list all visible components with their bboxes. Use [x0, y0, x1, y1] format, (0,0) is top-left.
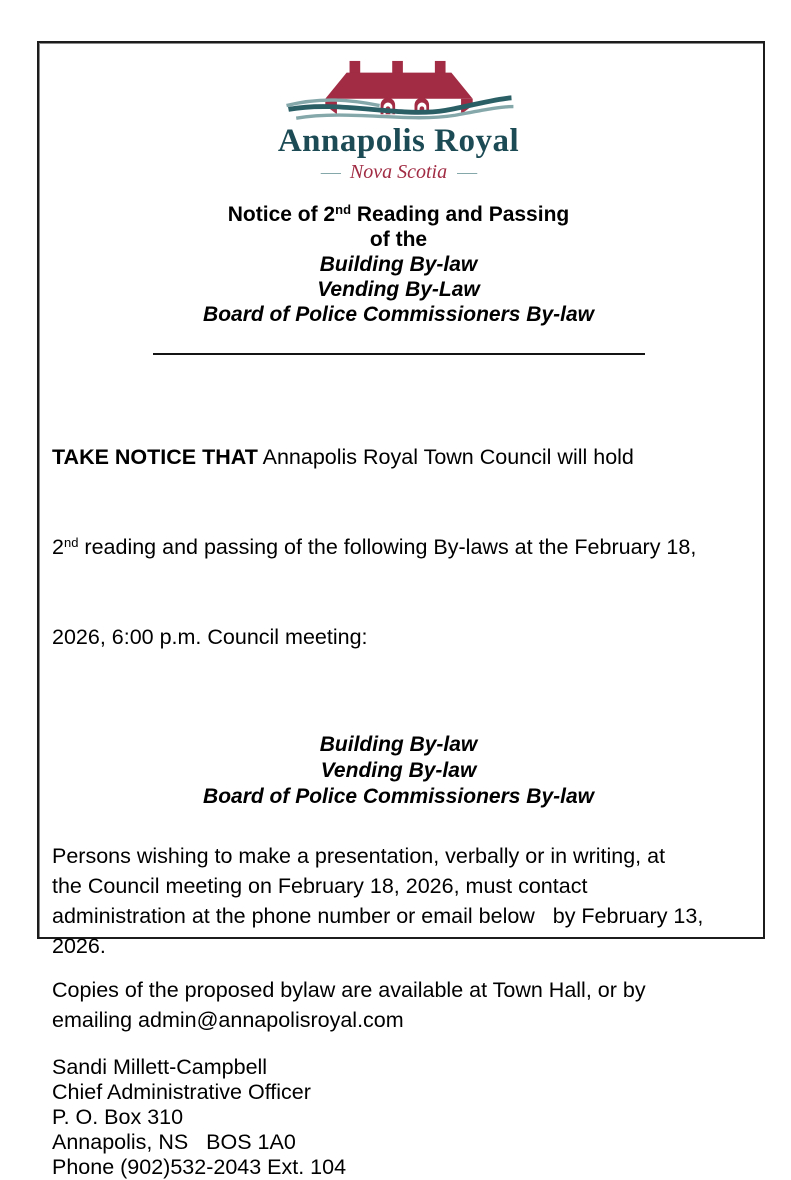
notice-title [52, 202, 745, 327]
notice-title-line2: of the [369, 228, 428, 251]
historic-building-waves-icon [280, 59, 518, 123]
bylaw-item: Board of Police Commissioners By-law [203, 785, 594, 808]
persons-line: administration at the phone number or email below by February 13, [52, 904, 704, 928]
notice-title-line1: Notice of 2nd Reading and Passing [227, 202, 570, 226]
take-notice-paragraph [52, 382, 745, 712]
bylaw-item: Vending By-law [320, 759, 477, 782]
persons-line: the Council meeting on February 18, 2026, must contact [52, 874, 588, 898]
title-bylaw-line: Building By-law [319, 253, 478, 276]
logo-town-name: Annapolis Royal [277, 123, 520, 159]
contact-line: Chief Administrative Officer [52, 1080, 311, 1104]
ordinal-superscript: nd [63, 535, 79, 550]
persons-line: Persons wishing to make a presentation, verbally or in writing, at [52, 844, 666, 868]
contact-line: Annapolis, NS BOS 1A0 [52, 1130, 296, 1154]
notice-box [37, 41, 765, 1179]
take-notice-line2: 2nd reading and passing of the following By-laws at the February 18, [52, 535, 697, 559]
town-logo [52, 59, 745, 184]
copies-line: Copies of the proposed bylaw are available at Town Hall, or by [52, 978, 646, 1002]
contact-line: Phone (902)532-2043 Ext. 104 [52, 1155, 347, 1179]
title-bylaw-list [52, 252, 745, 327]
tagline-text: Nova Scotia [349, 161, 448, 183]
title-bylaw-line: Vending By-Law [317, 278, 480, 301]
take-notice-line1: TAKE NOTICE THAT Annapolis Royal Town Council will hold [52, 445, 634, 469]
title-bylaw-line: Board of Police Commissioners By-law [203, 303, 594, 326]
tagline-right-dash: — [457, 161, 477, 183]
contact-line: Sandi Millett-Campbell [52, 1055, 268, 1079]
copies-line: emailing admin@annapolisroyal.com [52, 1008, 404, 1032]
logo-tagline [52, 161, 745, 184]
copies-paragraph [52, 975, 745, 1035]
divider-rule [153, 353, 645, 355]
bylaw-list [52, 732, 745, 810]
contact-block [52, 1055, 745, 1180]
persons-paragraph [52, 841, 745, 961]
contact-line: P. O. Box 310 [52, 1105, 184, 1129]
bylaw-item: Building By-law [319, 733, 478, 756]
take-notice-line3: 2026, 6:00 p.m. Council meeting: [52, 625, 368, 649]
ordinal-superscript: nd [335, 202, 352, 217]
tagline-left-dash: — [320, 161, 340, 183]
persons-line: 2026. [52, 934, 106, 958]
